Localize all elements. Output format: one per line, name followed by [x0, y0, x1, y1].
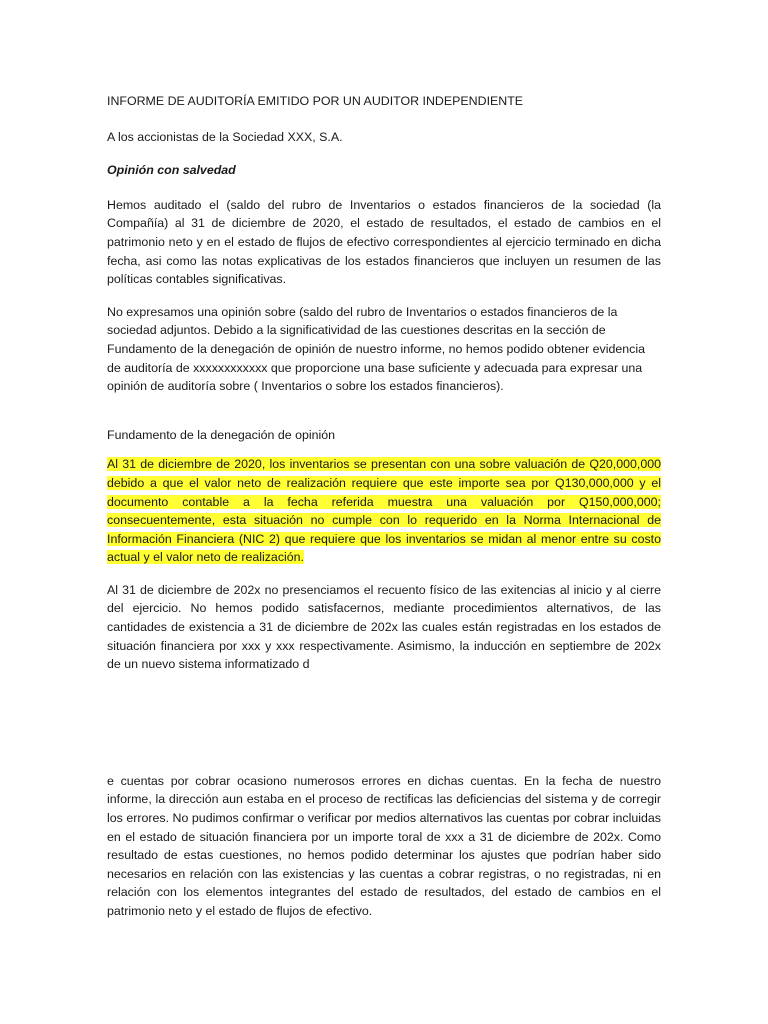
addressee: A los accionistas de la Sociedad XXX, S.A. — [107, 129, 343, 144]
opinion-heading: Opinión con salvedad — [107, 163, 236, 178]
opinion-paragraph-1: Hemos auditado el (saldo del rubro de Inventarios o estados financieros de la sociedad (la Compañía) al 31 de diciembre de 2020, el estado de resultados, el estado de cambios en el patrimonio neto y en el estado de flujos de efectivo correspondientes al ejercicio terminado en dicha fecha, asi como las notas explicativas de los estados financieros que incluyen un resumen de las políticas contables significativas. — [107, 197, 661, 287]
basis-heading: Fundamento de la denegación de opinión — [107, 427, 336, 442]
blank-gap — [107, 688, 661, 772]
basis-highlighted-paragraph — [107, 455, 661, 567]
document-page — [107, 92, 661, 935]
report-title: INFORME DE AUDITORÍA EMITIDO POR UN AUDITOR INDEPENDIENTE — [107, 94, 524, 108]
basis-paragraph-3: e cuentas por cobrar ocasiono numerosos errores en dichas cuentas. En la fecha de nuestro informe, la dirección aun estaba en el proceso de rectificas las deficiencias del sistema y de corregir los errores. No pudimos confirmar o verificar por medios alternativos las cuentas por cobrar incluidas en el estado de situación financiera por un importe toral de xxx a 31 de diciembre de 202x. Como resultado de estas cuestiones, no hemos podido determinar los ajustes que podrían haber sido necesarios en relación con las existencias y las cuentas a cobrar registras, o no registradas, ni en relación con los elementos integrantes del estado de resultados, del estado de cambios en el patrimonio neto y el estado de flujos de efectivo. — [107, 773, 661, 918]
opinion-paragraph-2: No expresamos una opinión sobre (saldo del rubro de Inventarios o estados financieros de la sociedad adjuntos. Debido a la significatividad de las cuestiones descritas en la sección de Fundamento de la denegación de opinión de nuestro informe, no hemos podido obtener evidencia de auditoría de xxxxxxxxxxxx que proporcione una base suficiente y adecuada para expresar una opinión de auditoría sobre ( Inventarios o sobre los estados financieros). — [107, 304, 645, 394]
basis-paragraph-2: Al 31 de diciembre de 202x no presenciamos el recuento físico de las exitencias al inicio y al cierre del ejercicio. No hemos podido satisfacernos, mediante procedimientos alternativos, de las cantidades de existencia a 31 de diciembre de 202x las cuales están registradas en los estados de situación financiera por xxx y xxx respectivamente. Asimismo, la inducción en septiembre de 202x de un nuevo sistema informatizado d — [107, 582, 661, 672]
highlighted-text: Al 31 de diciembre de 2020, los inventarios se presentan con una sobre valuación de Q20,000,000 debido a que el valor neto de realización requiere que este importe sea por Q130,000,000 y el documento contable a la fecha referida muestra una valuación por Q150,000,000; consecuentemente, esta situación no cumple con lo requerido en la Norma Internacional de Información Financiera (NIC 2) que requiere que los inventarios se midan al menor entre su costo actual y el valor neto de realización. — [107, 457, 661, 565]
